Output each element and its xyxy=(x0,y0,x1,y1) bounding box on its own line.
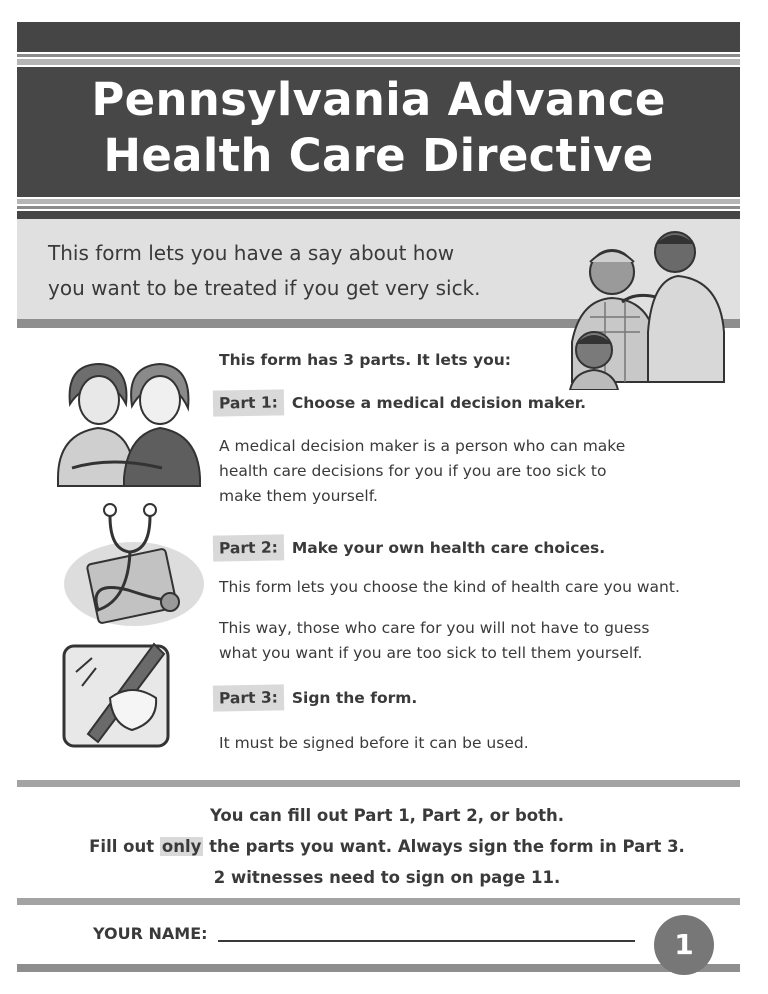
header-stripe xyxy=(17,199,740,204)
intro-line-2: you want to be treated if you get very sick. xyxy=(48,276,481,300)
text-line: make them yourself. xyxy=(219,487,378,505)
text-line: A medical decision maker is a person who can make xyxy=(219,437,626,455)
text-line: what you want if you are too sick to tell them yourself. xyxy=(219,644,643,662)
parts-intro: This form has 3 parts. It lets you: xyxy=(219,351,511,369)
part-3-title: Sign the form. xyxy=(291,689,418,707)
header-stripe xyxy=(17,59,740,65)
section-divider xyxy=(17,898,740,905)
text-line: health care decisions for you if you are too sick to xyxy=(219,462,607,480)
two-women-illustration xyxy=(52,356,204,490)
text-line: It must be signed before it can be used. xyxy=(219,734,529,752)
part-2-description xyxy=(219,575,680,600)
part-1-description xyxy=(219,434,625,509)
header-stripe xyxy=(17,54,740,57)
note-line-3: 2 witnesses need to sign on page 11. xyxy=(213,868,561,887)
title-line-2: Health Care Directive xyxy=(103,129,654,182)
part-1-tag: Part 1: xyxy=(213,389,284,416)
header-top-bar xyxy=(17,22,740,52)
part-3-description xyxy=(219,731,529,756)
part-3-heading xyxy=(213,682,417,714)
note-highlight: only xyxy=(161,837,202,856)
text-line: This form lets you choose the kind of health care you want. xyxy=(219,578,680,596)
part-1-title: Choose a medical decision maker. xyxy=(291,394,587,412)
note-line-2-start: Fill out xyxy=(89,837,155,856)
part-3-tag: Part 3: xyxy=(213,684,284,711)
part-1-heading xyxy=(213,387,586,419)
name-label: YOUR NAME: xyxy=(93,924,208,943)
note-line-2-end: the parts you want. Always sign the form in Part 3. xyxy=(209,837,685,856)
page-number: 1 xyxy=(674,928,694,961)
header-stripe xyxy=(17,206,740,209)
instructions-note xyxy=(17,800,757,893)
header-bottom-bar xyxy=(17,211,740,219)
title-line-1: Pennsylvania Advance xyxy=(91,73,666,126)
page-title xyxy=(17,72,740,184)
section-divider xyxy=(17,780,740,787)
intro-text xyxy=(48,236,568,306)
part-2-heading xyxy=(213,532,605,564)
footer-bar xyxy=(17,964,740,972)
name-input-line[interactable] xyxy=(218,940,635,942)
note-line-1: You can fill out Part 1, Part 2, or both. xyxy=(209,806,565,825)
part-2-description-2 xyxy=(219,616,649,666)
part-2-title: Make your own health care choices. xyxy=(291,539,606,557)
intro-line-1: This form lets you have a say about how xyxy=(48,241,455,265)
part-2-tag: Part 2: xyxy=(213,534,284,561)
text-line: This way, those who care for you will not have to guess xyxy=(219,619,650,637)
signing-pen-illustration xyxy=(62,638,170,748)
note-line-2 xyxy=(17,831,757,862)
family-group-illustration xyxy=(560,222,730,390)
stethoscope-illustration xyxy=(58,500,208,628)
